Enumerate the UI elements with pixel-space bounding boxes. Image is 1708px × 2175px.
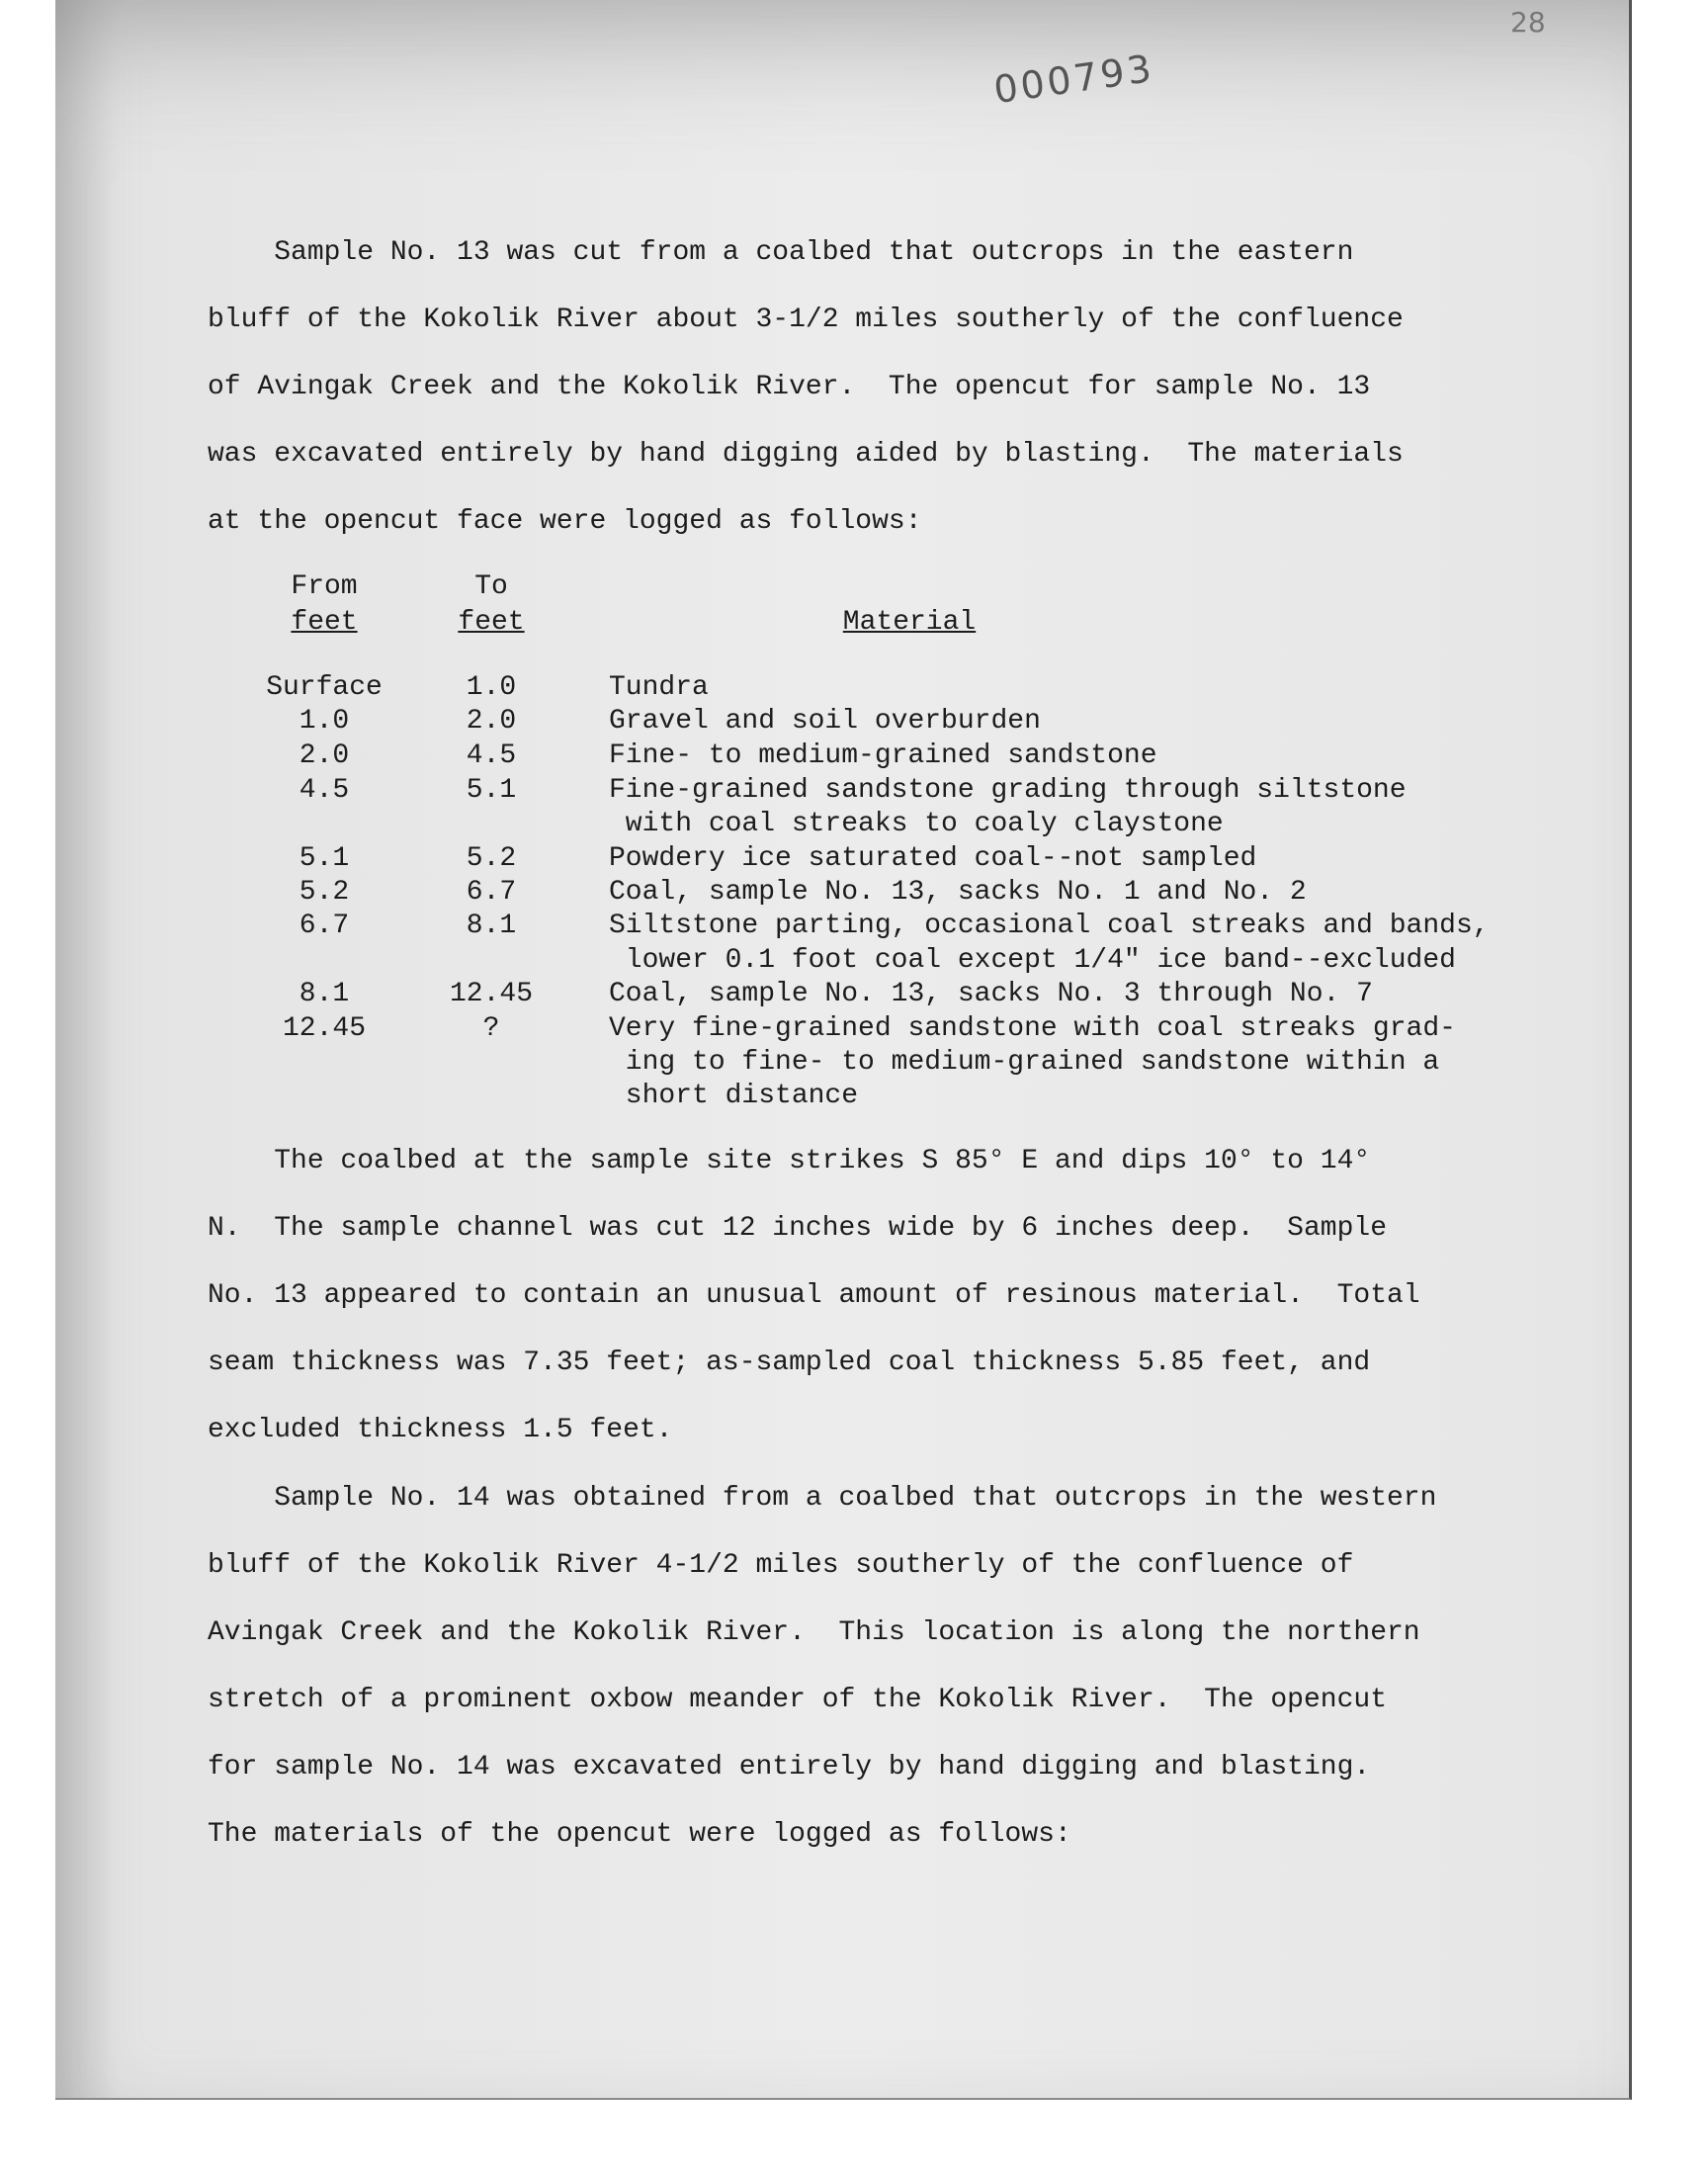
header-material: Material: [842, 607, 977, 638]
from-cell: 4.5: [299, 775, 350, 806]
material-cell: lower 0.1 foot coal except 1/4" ice band--excluded: [609, 945, 1456, 976]
text-line: bluff of the Kokolik River 4-1/2 miles southerly of the confluence of: [208, 1550, 1354, 1581]
to-cell: 5.1: [466, 775, 517, 806]
from-cell: 5.1: [299, 843, 350, 874]
table-row: [0, 842, 1708, 876]
to-cell: 5.2: [466, 843, 517, 874]
material-cell: Fine-grained sandstone grading through siltstone: [609, 775, 1407, 806]
table-row: [0, 1012, 1708, 1046]
text-line: The materials of the opencut were logged as follows:: [208, 1819, 1071, 1850]
text-line: bluff of the Kokolik River about 3-1/2 miles southerly of the confluence: [208, 304, 1404, 335]
header-from-unit: feet: [291, 607, 358, 638]
material-cell: short distance: [609, 1081, 859, 1111]
text-line: stretch of a prominent oxbow meander of the Kokolik River. The opencut: [208, 1685, 1387, 1715]
from-cell: 12.45: [282, 1013, 366, 1044]
table-row: [0, 740, 1708, 773]
material-cell: Coal, sample No. 13, sacks No. 3 through No. 7: [609, 979, 1373, 1009]
material-cell: ing to fine- to medium-grained sandstone within a: [609, 1047, 1440, 1078]
to-cell: 8.1: [466, 911, 517, 941]
text-line: Avingak Creek and the Kokolik River. This location is along the northern: [208, 1617, 1420, 1648]
page-number: 28: [1510, 6, 1546, 39]
text-line: The coalbed at the sample site strikes S 85° E and dips 10° to 14°: [208, 1146, 1371, 1176]
text-line: seam thickness was 7.35 feet; as-sampled coal thickness 5.85 feet, and: [208, 1348, 1371, 1378]
to-cell: 6.7: [466, 877, 517, 908]
text-line: No. 13 appeared to contain an unusual amount of resinous material. Total: [208, 1280, 1420, 1311]
table-row: [0, 876, 1708, 910]
from-cell: 6.7: [299, 911, 350, 941]
material-cell: Fine- to medium-grained sandstone: [609, 740, 1157, 771]
header-to: To: [474, 571, 508, 602]
header-to-unit: feet: [458, 607, 525, 638]
material-cell: Tundra: [609, 672, 709, 703]
to-cell: 2.0: [466, 706, 517, 737]
text-line: N. The sample channel was cut 12 inches wide by 6 inches deep. Sample: [208, 1213, 1387, 1244]
material-cell: Powdery ice saturated coal--not sampled: [609, 843, 1257, 874]
from-cell: 8.1: [299, 979, 350, 1009]
table-row: [0, 774, 1708, 808]
to-cell: 1.0: [466, 672, 517, 703]
header-from: From: [291, 571, 358, 602]
text-line: Sample No. 13 was cut from a coalbed that outcrops in the eastern: [208, 237, 1354, 268]
from-cell: Surface: [266, 672, 383, 703]
to-cell: 4.5: [466, 740, 517, 771]
document-stamp: 000793: [990, 45, 1157, 113]
table-row: [0, 671, 1708, 705]
material-cell: Coal, sample No. 13, sacks No. 1 and No. 2: [609, 877, 1307, 908]
text-line: excluded thickness 1.5 feet.: [208, 1415, 673, 1445]
material-cell: with coal streaks to coaly claystone: [609, 809, 1224, 839]
text-line: for sample No. 14 was excavated entirely by hand digging and blasting.: [208, 1752, 1371, 1783]
table-row: [0, 978, 1708, 1011]
table-row: [0, 944, 1708, 978]
coalbed-paragraph: [208, 1128, 1512, 1464]
table-row: [0, 705, 1708, 739]
table-row: [0, 910, 1708, 943]
text-line: Sample No. 14 was obtained from a coalbed that outcrops in the western: [208, 1483, 1437, 1514]
intro-paragraph: [208, 219, 1512, 556]
to-cell: ?: [482, 1013, 500, 1044]
sample14-paragraph: [208, 1465, 1512, 1869]
text-line: was excavated entirely by hand digging aided by blasting. The materials: [208, 439, 1404, 470]
material-cell: Gravel and soil overburden: [609, 706, 1041, 737]
from-feet-header: [265, 569, 384, 641]
from-cell: 2.0: [299, 740, 350, 771]
from-cell: 1.0: [299, 706, 350, 737]
material-cell: Very fine-grained sandstone with coal streaks grad-: [609, 1013, 1456, 1044]
text-line: of Avingak Creek and the Kokolik River. The opencut for sample No. 13: [208, 372, 1371, 402]
text-line: at the opencut face were logged as follows:: [208, 506, 922, 537]
from-cell: 5.2: [299, 877, 350, 908]
table-row: [0, 1046, 1708, 1080]
material-cell: Siltstone parting, occasional coal streaks and bands,: [609, 911, 1490, 941]
to-feet-header: [432, 569, 551, 641]
to-cell: 12.45: [449, 979, 533, 1009]
table-row: [0, 808, 1708, 841]
table-row: [0, 1080, 1708, 1113]
material-header: [791, 605, 1028, 641]
